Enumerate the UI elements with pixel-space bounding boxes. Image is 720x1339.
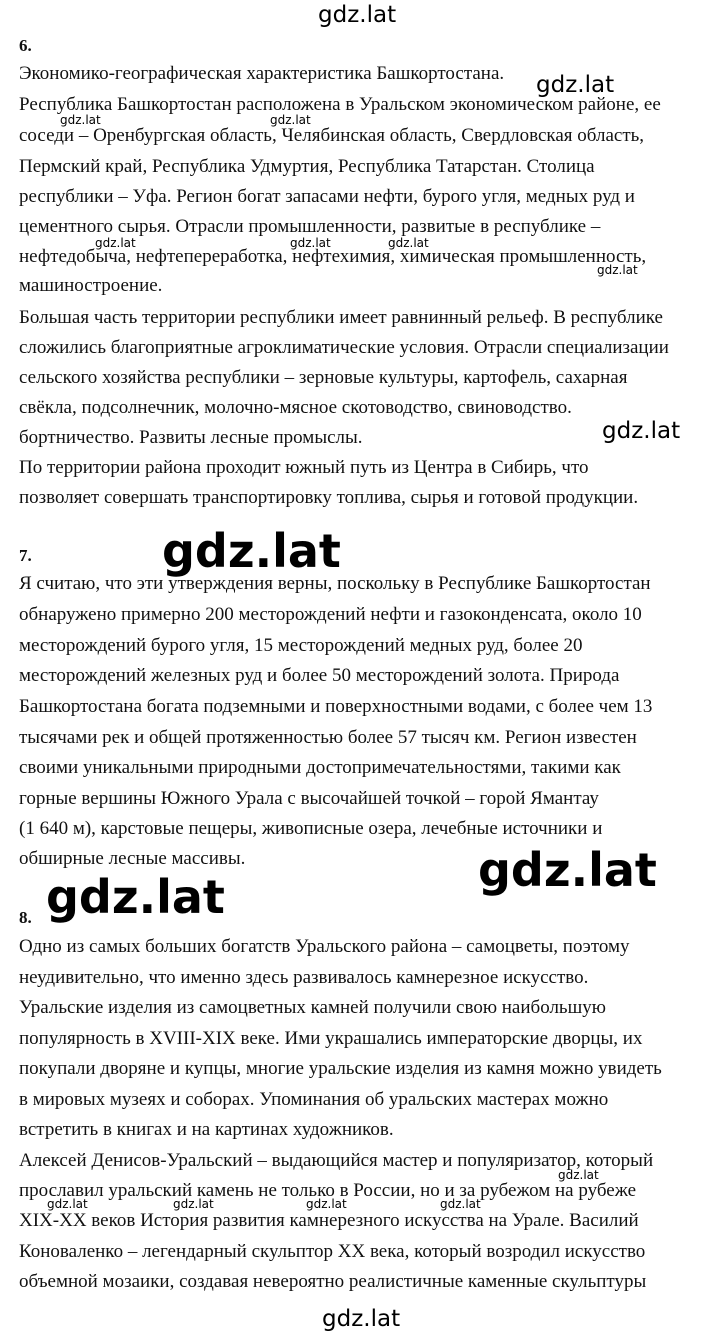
- watermark: gdz.lat: [388, 236, 429, 250]
- watermark: gdz.lat: [536, 72, 615, 98]
- text-line: покупали дворяне и купцы, многие уральские изделия из камня можно увидеть: [19, 1058, 662, 1079]
- watermark: gdz.lat: [440, 1197, 481, 1211]
- text-line: тысячами рек и общей протяженностью более 57 тысяч км. Регион известен: [19, 727, 637, 748]
- text-line: цементного сырья. Отрасли промышленности, развитые в республике –: [19, 216, 601, 237]
- text-line: машиностроение.: [19, 275, 163, 296]
- section-number-6: 6.: [19, 36, 32, 55]
- watermark: gdz.lat: [60, 113, 101, 127]
- watermark: gdz.lat: [162, 524, 341, 578]
- watermark: gdz.lat: [270, 113, 311, 127]
- watermark: gdz.lat: [95, 236, 136, 250]
- text-line: встретить в книгах и на картинах художников.: [19, 1119, 394, 1140]
- text-line: прославил уральский камень не только в России, но и за рубежом на рубеже: [19, 1180, 637, 1201]
- text-line: своими уникальными природными достопримечательностями, такими как: [19, 757, 621, 778]
- section-number-7: 7.: [19, 546, 32, 565]
- watermark: gdz.lat: [602, 418, 681, 444]
- text-line: свёкла, подсолнечник, молочно-мясное скотоводство, свиноводство.: [19, 397, 572, 418]
- watermark: gdz.lat: [318, 2, 397, 28]
- watermark: gdz.lat: [322, 1306, 401, 1332]
- text-line: сельского хозяйства республики – зерновые культуры, картофель, сахарная: [19, 367, 628, 388]
- text-line: в мировых музеях и соборах. Упоминания об уральских мастерах можно: [19, 1089, 609, 1110]
- text-line: Пермский край, Республика Удмуртия, Республика Татарстан. Столица: [19, 156, 595, 177]
- text-line: обширные лесные массивы.: [19, 848, 246, 869]
- text-line: соседи – Оренбургская область, Челябинская область, Свердловская область,: [19, 125, 645, 146]
- text-line: Большая часть территории республики имеет равнинный рельеф. В республике: [19, 307, 663, 328]
- text-line: неудивительно, что именно здесь развивалось камнерезное искусство.: [19, 967, 589, 988]
- text-line: Экономико-географическая характеристика Башкортостана.: [19, 63, 505, 84]
- text-line: Башкортостана богата подземными и поверхностными водами, с более чем 13: [19, 696, 653, 717]
- text-line: месторождений железных руд и более 50 месторождений золота. Природа: [19, 665, 620, 686]
- text-line: обнаружено примерно 200 месторождений нефти и газоконденсата, около 10: [19, 604, 642, 625]
- watermark: gdz.lat: [47, 1197, 88, 1211]
- text-line: популярность в XVIII-XIX веке. Ими украшались императорские дворцы, их: [19, 1028, 643, 1049]
- text-line: Республика Башкортостан расположена в Уральском экономическом районе, ее: [19, 94, 661, 115]
- watermark: gdz.lat: [173, 1197, 214, 1211]
- text-line: нефтедобыча, нефтепереработка, нефтехимия, химическая промышленность,: [19, 246, 647, 267]
- section-number-8: 8.: [19, 908, 32, 927]
- text-line: Коноваленко – легендарный скульптор XX века, который возродил искусство: [19, 1241, 646, 1262]
- watermark: gdz.lat: [597, 263, 638, 277]
- text-line: Одно из самых больших богатств Уральского района – самоцветы, поэтому: [19, 936, 630, 957]
- watermark: gdz.lat: [290, 236, 331, 250]
- text-line: Я считаю, что эти утверждения верны, поскольку в Республике Башкортостан: [19, 573, 651, 594]
- watermark: gdz.lat: [306, 1197, 347, 1211]
- text-line: горные вершины Южного Урала с высочайшей точкой – горой Ямантау: [19, 788, 599, 809]
- watermark: gdz.lat: [478, 843, 657, 897]
- watermark: gdz.lat: [558, 1168, 599, 1182]
- text-line: месторождений бурого угля, 15 месторождений медных руд, более 20: [19, 635, 583, 656]
- text-line: объемной мозаики, создавая невероятно реалистичные каменные скульптуры: [19, 1271, 647, 1292]
- text-line: сложились благоприятные агроклиматические условия. Отрасли специализации: [19, 337, 669, 358]
- text-line: По территории района проходит южный путь из Центра в Сибирь, что: [19, 457, 589, 478]
- text-line: XIX-XX веков История развития камнерезного искусства на Урале. Василий: [19, 1210, 639, 1231]
- text-line: бортничество. Развиты лесные промыслы.: [19, 427, 363, 448]
- watermark: gdz.lat: [46, 870, 225, 924]
- text-line: Алексей Денисов-Уральский – выдающийся мастер и популяризатор, который: [19, 1150, 654, 1171]
- text-line: республики – Уфа. Регион богат запасами нефти, бурого угля, медных руд и: [19, 186, 635, 207]
- text-line: (1 640 м), карстовые пещеры, живописные озера, лечебные источники и: [19, 818, 603, 839]
- text-line: позволяет совершать транспортировку топлива, сырья и готовой продукции.: [19, 487, 639, 508]
- text-line: Уральские изделия из самоцветных камней получили свою наибольшую: [19, 997, 606, 1018]
